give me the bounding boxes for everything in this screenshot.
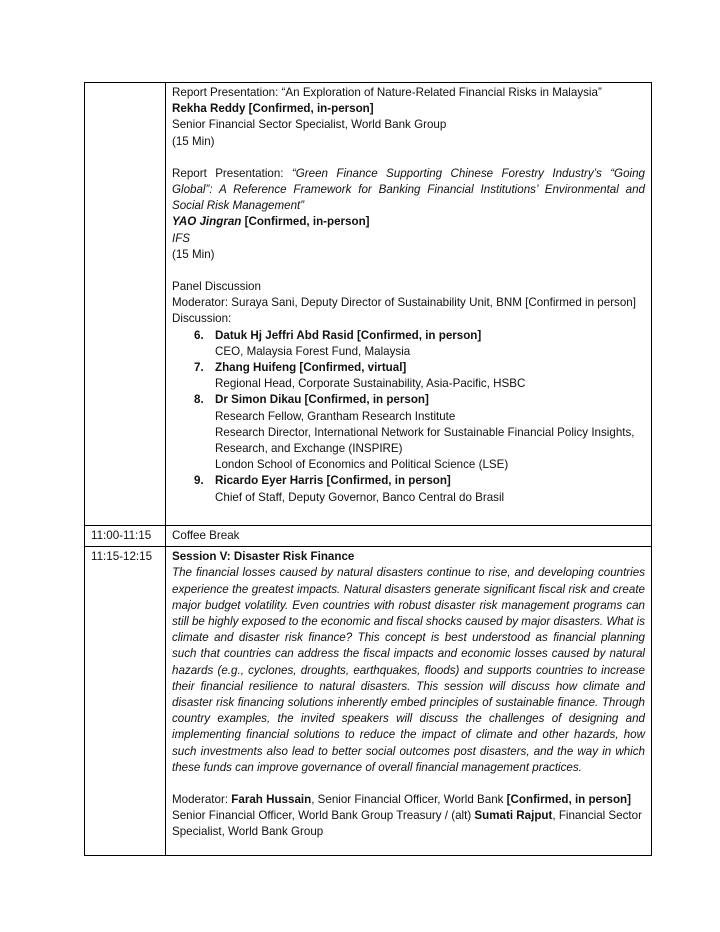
speaker-number: 6. <box>194 328 204 342</box>
report1-duration: (15 Min) <box>172 134 215 148</box>
session-alternate <box>172 808 645 840</box>
speaker-role: Research Director, International Network for Sustainable Financial Policy Insights, Research, and Exchange (INSPIRE) <box>215 425 635 456</box>
moderator-prefix: Moderator: <box>172 793 232 807</box>
speaker-item <box>172 328 645 360</box>
report2-prefix: Report Presentation: <box>172 166 292 180</box>
time-cell: 11:00-11:15 <box>85 526 166 547</box>
report2-speaker-status: [Confirmed, in-person] <box>241 215 370 229</box>
moderator-role: , Senior Financial Officer, World Bank <box>311 793 507 807</box>
report1-role: Senior Financial Sector Specialist, World Bank Group <box>172 118 447 132</box>
speaker-list <box>172 328 645 506</box>
session-description: The financial losses caused by natural disasters continue to rise, and developing countries experience the greatest impacts. Natural disasters generate significant fiscal risk and create major budget volatility. Even countries with robust disaster risk management programs can still be highly exposed to the economic and fiscal shocks caused by major disasters. What is climate and disaster risk finance? This concept is best understood as financial planning such that countries can address the fiscal impacts and economic losses caused by natural hazards (e.g., cyclones, droughts, earthquakes, floods) and supports countries to increase their financial resilience to natural disasters. This session will discuss how climate and disaster risk financing solutions inherently embed principles of sustainable finance. Through country examples, the invited speakers will discuss the challenges of designing and implementing financial solutions to reduce the impact of climate and other hazards, how such investments also lead to better social outcomes post disasters, and the way in which these funds can improve governance of overall financial management practices. <box>172 566 645 774</box>
report2-duration: (15 Min) <box>172 247 215 261</box>
panel-moderator: Moderator: Suraya Sani, Deputy Director of Sustainability Unit, BNM [Confirmed in person] <box>172 296 636 310</box>
speaker-item <box>172 392 645 473</box>
speaker-number: 8. <box>194 393 204 407</box>
moderator-name: Farah Hussain <box>231 793 312 807</box>
panel-discussion-label: Discussion: <box>172 312 232 326</box>
speaker-role: CEO, Malaysia Forest Fund, Malaysia <box>215 344 411 358</box>
session-title: Session V: Disaster Risk Finance <box>172 550 355 564</box>
report1-speaker: Rekha Reddy [Confirmed, in-person] <box>172 102 374 116</box>
speaker-name: Ricardo Eyer Harris [Confirmed, in person] <box>215 474 451 488</box>
agenda-row-coffee-break <box>85 526 652 547</box>
content-cell: Coffee Break <box>166 526 652 547</box>
content-cell <box>166 83 652 526</box>
speaker-name: Zhang Huifeng [Confirmed, virtual] <box>215 361 407 375</box>
time-cell <box>85 83 166 526</box>
agenda-row-session-v <box>85 547 652 855</box>
report2-title-text: “Green Finance Supporting Chinese Forestry Industry’s “Going Global”: A Reference Framework for Banking Financial Institutions’ Environmental and Social Risk Management” <box>172 166 645 213</box>
speaker-name: Datuk Hj Jeffri Abd Rasid [Confirmed, in person] <box>215 328 482 342</box>
alternate-role: , Financial Sector Specialist, World Bank Group <box>172 809 642 839</box>
agenda-row-reports-panel <box>85 83 652 526</box>
content-cell <box>166 547 652 855</box>
alternate-name: Sumati Rajput <box>474 809 553 823</box>
agenda-table <box>84 82 652 856</box>
speaker-name: Dr Simon Dikau [Confirmed, in person] <box>215 393 429 407</box>
speaker-item <box>172 360 645 392</box>
moderator-status: [Confirmed, in person] <box>506 793 631 807</box>
speaker-number: 9. <box>194 474 204 488</box>
speaker-item <box>172 473 645 505</box>
speaker-role: Chief of Staff, Deputy Governor, Banco Central do Brasil <box>215 490 505 504</box>
speaker-role: Regional Head, Corporate Sustainability, Asia-Pacific, HSBC <box>215 377 526 391</box>
report2-title <box>172 166 645 215</box>
speaker-role: Research Fellow, Grantham Research Institute <box>215 409 456 423</box>
session-moderator <box>172 792 645 808</box>
report2-speaker <box>172 214 645 230</box>
time-cell: 11:15-12:15 <box>85 547 166 855</box>
speaker-role: London School of Economics and Political Science (LSE) <box>215 458 509 472</box>
speaker-number: 7. <box>194 361 204 375</box>
report1-title: Report Presentation: “An Exploration of Nature-Related Financial Risks in Malaysia” <box>172 86 602 99</box>
panel-heading: Panel Discussion <box>172 280 261 294</box>
alternate-prefix: Senior Financial Officer, World Bank Group Treasury / (alt) <box>172 809 475 823</box>
report2-org: IFS <box>172 231 191 245</box>
report2-speaker-name: YAO Jingran <box>172 215 242 229</box>
